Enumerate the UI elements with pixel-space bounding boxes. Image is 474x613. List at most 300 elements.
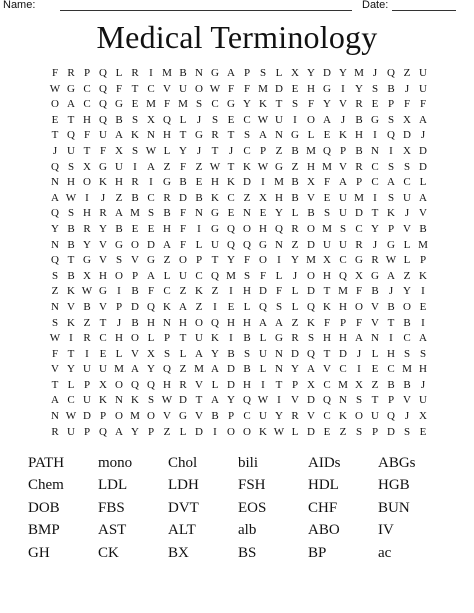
grid-letter[interactable]: S xyxy=(243,347,251,360)
grid-letter[interactable]: A xyxy=(51,394,59,407)
grid-letter[interactable]: U xyxy=(403,191,411,204)
grid-letter[interactable]: Z xyxy=(275,144,283,157)
grid-letter[interactable]: Y xyxy=(339,67,347,79)
grid-letter[interactable]: D xyxy=(419,144,427,157)
grid-letter[interactable]: K xyxy=(131,129,139,142)
grid-letter[interactable]: S xyxy=(115,254,123,267)
name-line[interactable] xyxy=(60,10,352,11)
grid-letter[interactable]: A xyxy=(195,347,203,360)
grid-letter[interactable]: D xyxy=(307,425,315,438)
grid-letter[interactable]: U xyxy=(115,160,123,173)
grid-letter[interactable]: K xyxy=(211,191,219,204)
grid-letter[interactable]: A xyxy=(147,269,155,282)
grid-letter[interactable]: K xyxy=(259,425,267,438)
grid-letter[interactable]: H xyxy=(83,113,91,126)
grid-letter[interactable]: P xyxy=(163,332,171,345)
grid-letter[interactable]: E xyxy=(51,113,59,126)
grid-letter[interactable]: O xyxy=(115,269,123,282)
grid-letter[interactable]: L xyxy=(403,238,411,251)
grid-letter[interactable]: Q xyxy=(99,425,107,438)
grid-letter[interactable]: H xyxy=(147,316,155,329)
grid-letter[interactable]: P xyxy=(227,410,235,423)
grid-letter[interactable]: Y xyxy=(227,254,235,267)
grid-letter[interactable]: O xyxy=(307,113,315,126)
grid-letter[interactable]: R xyxy=(83,332,91,345)
grid-letter[interactable]: M xyxy=(178,98,188,111)
grid-letter[interactable]: G xyxy=(275,160,283,173)
grid-letter[interactable]: V xyxy=(163,410,171,423)
grid-letter[interactable]: R xyxy=(291,332,299,345)
grid-letter[interactable]: S xyxy=(163,347,171,360)
grid-letter[interactable]: C xyxy=(371,160,379,173)
grid-letter[interactable]: W xyxy=(49,82,61,95)
grid-letter[interactable]: K xyxy=(419,269,427,282)
grid-letter[interactable]: U xyxy=(67,425,75,438)
grid-letter[interactable]: K xyxy=(99,394,107,407)
grid-letter[interactable]: G xyxy=(371,269,379,282)
grid-letter[interactable]: D xyxy=(291,347,299,360)
grid-letter[interactable]: O xyxy=(243,222,251,235)
grid-letter[interactable]: Q xyxy=(307,300,315,313)
grid-letter[interactable]: D xyxy=(259,285,267,298)
grid-letter[interactable]: T xyxy=(387,316,395,329)
grid-letter[interactable]: X xyxy=(291,67,299,79)
grid-letter[interactable]: L xyxy=(291,300,299,313)
grid-letter[interactable]: W xyxy=(209,82,221,95)
grid-letter[interactable]: I xyxy=(229,285,233,298)
grid-letter[interactable]: L xyxy=(243,300,251,313)
grid-letter[interactable]: I xyxy=(261,378,265,391)
grid-letter[interactable]: L xyxy=(259,332,267,345)
grid-letter[interactable]: R xyxy=(83,222,91,235)
grid-letter[interactable]: K xyxy=(323,300,331,313)
grid-letter[interactable]: J xyxy=(388,285,394,298)
grid-letter[interactable]: H xyxy=(179,316,187,329)
grid-letter[interactable]: B xyxy=(163,207,171,220)
grid-letter[interactable]: O xyxy=(131,238,139,251)
grid-letter[interactable]: I xyxy=(293,113,297,126)
grid-letter[interactable]: V xyxy=(371,300,379,313)
grid-letter[interactable]: G xyxy=(67,82,75,95)
grid-letter[interactable]: U xyxy=(179,269,187,282)
grid-letter[interactable]: M xyxy=(338,285,348,298)
grid-letter[interactable]: S xyxy=(355,394,363,407)
grid-letter[interactable]: S xyxy=(259,67,267,79)
grid-letter[interactable]: Q xyxy=(307,347,315,360)
grid-letter[interactable]: Q xyxy=(147,378,155,391)
grid-letter[interactable]: C xyxy=(99,332,107,345)
grid-letter[interactable]: Q xyxy=(51,160,59,173)
grid-letter[interactable]: H xyxy=(323,269,331,282)
grid-letter[interactable]: O xyxy=(307,269,315,282)
grid-letter[interactable]: U xyxy=(211,238,219,251)
grid-letter[interactable]: B xyxy=(371,285,379,298)
grid-letter[interactable]: R xyxy=(179,378,187,391)
grid-letter[interactable]: F xyxy=(275,285,283,298)
grid-letter[interactable]: L xyxy=(275,67,283,79)
grid-letter[interactable]: D xyxy=(195,425,203,438)
grid-letter[interactable]: N xyxy=(51,410,59,423)
grid-letter[interactable]: C xyxy=(339,363,347,376)
grid-letter[interactable]: X xyxy=(99,378,107,391)
grid-letter[interactable]: D xyxy=(323,67,331,79)
grid-letter[interactable]: U xyxy=(179,82,187,95)
grid-letter[interactable]: Z xyxy=(211,285,219,298)
grid-letter[interactable]: M xyxy=(306,254,316,267)
grid-letter[interactable]: O xyxy=(115,378,123,391)
grid-letter[interactable]: Y xyxy=(275,410,283,423)
grid-letter[interactable]: L xyxy=(115,67,123,79)
grid-letter[interactable]: A xyxy=(115,129,123,142)
grid-letter[interactable]: M xyxy=(226,269,236,282)
grid-letter[interactable]: Z xyxy=(339,425,347,438)
grid-letter[interactable]: T xyxy=(67,254,75,267)
grid-letter[interactable]: F xyxy=(163,98,171,111)
grid-letter[interactable]: L xyxy=(179,113,187,126)
grid-letter[interactable]: I xyxy=(197,222,201,235)
grid-letter[interactable]: Q xyxy=(243,238,251,251)
grid-letter[interactable]: Y xyxy=(99,222,107,235)
grid-letter[interactable]: O xyxy=(147,410,155,423)
grid-letter[interactable]: C xyxy=(67,394,75,407)
grid-letter[interactable]: T xyxy=(67,347,75,360)
grid-letter[interactable]: W xyxy=(273,425,285,438)
grid-letter[interactable]: V xyxy=(131,347,139,360)
grid-letter[interactable]: O xyxy=(403,300,411,313)
grid-letter[interactable]: D xyxy=(307,394,315,407)
grid-letter[interactable]: O xyxy=(115,410,123,423)
grid-letter[interactable]: M xyxy=(162,67,172,79)
grid-letter[interactable]: H xyxy=(339,300,347,313)
grid-letter[interactable]: V xyxy=(307,191,315,204)
grid-letter[interactable]: O xyxy=(195,316,203,329)
grid-letter[interactable]: M xyxy=(114,363,124,376)
grid-letter[interactable]: N xyxy=(51,238,59,251)
grid-letter[interactable]: F xyxy=(259,269,267,282)
grid-letter[interactable]: Q xyxy=(163,113,171,126)
grid-letter[interactable]: A xyxy=(211,363,219,376)
grid-letter[interactable]: T xyxy=(227,160,235,173)
grid-letter[interactable]: L xyxy=(291,285,299,298)
grid-letter[interactable]: K xyxy=(99,176,107,189)
grid-letter[interactable]: K xyxy=(211,332,219,345)
grid-letter[interactable]: C xyxy=(355,222,363,235)
grid-letter[interactable]: F xyxy=(179,207,187,220)
grid-letter[interactable]: L xyxy=(403,254,411,267)
grid-letter[interactable]: Q xyxy=(99,113,107,126)
grid-letter[interactable]: Q xyxy=(51,254,59,267)
grid-letter[interactable]: E xyxy=(131,98,139,111)
grid-letter[interactable]: J xyxy=(228,144,234,157)
grid-letter[interactable]: G xyxy=(115,238,123,251)
grid-letter[interactable]: X xyxy=(259,191,267,204)
grid-letter[interactable]: U xyxy=(195,332,203,345)
grid-letter[interactable]: L xyxy=(211,378,219,391)
grid-letter[interactable]: Y xyxy=(131,425,139,438)
grid-letter[interactable]: D xyxy=(227,363,235,376)
grid-letter[interactable]: S xyxy=(67,207,75,220)
grid-letter[interactable]: A xyxy=(387,176,395,189)
grid-letter[interactable]: U xyxy=(419,394,427,407)
grid-letter[interactable]: H xyxy=(243,378,251,391)
grid-letter[interactable]: V xyxy=(67,300,75,313)
grid-letter[interactable]: E xyxy=(323,425,331,438)
grid-letter[interactable]: J xyxy=(404,207,410,220)
grid-letter[interactable]: V xyxy=(51,363,59,376)
grid-letter[interactable]: A xyxy=(131,363,139,376)
grid-letter[interactable]: P xyxy=(243,67,251,79)
grid-letter[interactable]: Z xyxy=(195,300,203,313)
grid-letter[interactable]: W xyxy=(257,160,269,173)
grid-letter[interactable]: N xyxy=(371,144,379,157)
grid-letter[interactable]: F xyxy=(99,144,107,157)
grid-letter[interactable]: V xyxy=(291,394,299,407)
grid-letter[interactable]: C xyxy=(243,113,251,126)
grid-letter[interactable]: J xyxy=(196,113,202,126)
grid-letter[interactable]: Q xyxy=(51,207,59,220)
grid-letter[interactable]: F xyxy=(179,160,187,173)
grid-letter[interactable]: N xyxy=(275,238,283,251)
grid-letter[interactable]: V xyxy=(195,378,203,391)
grid-letter[interactable]: G xyxy=(195,129,203,142)
grid-letter[interactable]: P xyxy=(99,410,107,423)
grid-letter[interactable]: C xyxy=(339,254,347,267)
grid-letter[interactable]: Y xyxy=(291,363,299,376)
grid-letter[interactable]: I xyxy=(341,82,345,95)
grid-letter[interactable]: S xyxy=(387,113,395,126)
grid-letter[interactable]: W xyxy=(65,191,77,204)
grid-letter[interactable]: H xyxy=(323,332,331,345)
grid-letter[interactable]: Q xyxy=(211,316,219,329)
grid-letter[interactable]: K xyxy=(227,176,235,189)
grid-letter[interactable]: Q xyxy=(99,67,107,79)
grid-letter[interactable]: M xyxy=(258,82,268,95)
grid-letter[interactable]: H xyxy=(275,191,283,204)
grid-letter[interactable]: J xyxy=(404,410,410,423)
grid-letter[interactable]: Z xyxy=(403,269,411,282)
grid-letter[interactable]: G xyxy=(371,113,379,126)
grid-letter[interactable]: Z xyxy=(291,160,299,173)
grid-letter[interactable]: N xyxy=(243,207,251,220)
grid-letter[interactable]: B xyxy=(243,332,251,345)
grid-letter[interactable]: T xyxy=(179,332,187,345)
grid-letter[interactable]: G xyxy=(227,98,235,111)
grid-letter[interactable]: J xyxy=(340,113,346,126)
grid-letter[interactable]: T xyxy=(99,316,107,329)
grid-letter[interactable]: H xyxy=(259,222,267,235)
grid-letter[interactable]: E xyxy=(323,129,331,142)
grid-letter[interactable]: P xyxy=(419,254,427,267)
grid-letter[interactable]: K xyxy=(131,394,139,407)
grid-letter[interactable]: T xyxy=(83,144,91,157)
grid-letter[interactable]: F xyxy=(419,98,427,111)
grid-letter[interactable]: E xyxy=(147,222,155,235)
grid-letter[interactable]: C xyxy=(243,410,251,423)
grid-letter[interactable]: X xyxy=(403,144,411,157)
grid-letter[interactable]: X xyxy=(355,269,363,282)
grid-letter[interactable]: A xyxy=(67,98,75,111)
grid-letter[interactable]: G xyxy=(211,222,219,235)
grid-letter[interactable]: Q xyxy=(323,394,331,407)
grid-letter[interactable]: O xyxy=(259,254,267,267)
grid-letter[interactable]: V xyxy=(99,300,107,313)
grid-letter[interactable]: Z xyxy=(51,285,59,298)
grid-letter[interactable]: T xyxy=(371,394,379,407)
grid-letter[interactable]: B xyxy=(387,378,395,391)
grid-letter[interactable]: W xyxy=(161,394,173,407)
grid-letter[interactable]: S xyxy=(387,191,395,204)
grid-letter[interactable]: B xyxy=(179,176,187,189)
grid-letter[interactable]: K xyxy=(195,285,203,298)
grid-letter[interactable]: J xyxy=(292,269,298,282)
grid-letter[interactable]: H xyxy=(227,316,235,329)
grid-letter[interactable]: I xyxy=(85,191,89,204)
grid-letter[interactable]: S xyxy=(147,394,155,407)
grid-letter[interactable]: H xyxy=(67,176,75,189)
grid-letter[interactable]: D xyxy=(307,238,315,251)
grid-letter[interactable]: F xyxy=(355,285,363,298)
grid-letter[interactable]: B xyxy=(387,82,395,95)
grid-letter[interactable]: D xyxy=(179,394,187,407)
grid-letter[interactable]: E xyxy=(291,82,299,95)
grid-letter[interactable]: O xyxy=(355,300,363,313)
grid-letter[interactable]: I xyxy=(277,394,281,407)
grid-letter[interactable]: J xyxy=(404,82,410,95)
grid-letter[interactable]: P xyxy=(83,378,91,391)
grid-letter[interactable]: Q xyxy=(211,269,219,282)
grid-letter[interactable]: C xyxy=(147,82,155,95)
grid-letter[interactable]: A xyxy=(339,176,347,189)
grid-letter[interactable]: Y xyxy=(371,222,379,235)
grid-letter[interactable]: A xyxy=(179,300,187,313)
grid-letter[interactable]: P xyxy=(131,269,139,282)
grid-letter[interactable]: I xyxy=(373,129,377,142)
grid-letter[interactable]: J xyxy=(100,191,106,204)
grid-letter[interactable]: P xyxy=(387,394,395,407)
grid-letter[interactable]: X xyxy=(83,160,91,173)
grid-letter[interactable]: Q xyxy=(99,82,107,95)
grid-letter[interactable]: G xyxy=(275,332,283,345)
grid-letter[interactable]: K xyxy=(243,160,251,173)
date-line[interactable] xyxy=(392,10,456,11)
grid-letter[interactable]: F xyxy=(51,347,59,360)
grid-letter[interactable]: B xyxy=(67,269,75,282)
grid-letter[interactable]: G xyxy=(291,129,299,142)
grid-letter[interactable]: I xyxy=(213,425,217,438)
grid-letter[interactable]: D xyxy=(387,425,395,438)
grid-letter[interactable]: Q xyxy=(387,410,395,423)
grid-letter[interactable]: C xyxy=(211,98,219,111)
grid-letter[interactable]: I xyxy=(149,67,153,79)
grid-letter[interactable]: T xyxy=(371,207,379,220)
grid-letter[interactable]: T xyxy=(275,378,283,391)
grid-letter[interactable]: I xyxy=(389,332,393,345)
grid-letter[interactable]: W xyxy=(81,285,93,298)
grid-letter[interactable]: D xyxy=(83,410,91,423)
grid-letter[interactable]: P xyxy=(371,425,379,438)
grid-letter[interactable]: G xyxy=(179,410,187,423)
grid-letter[interactable]: F xyxy=(403,98,411,111)
grid-letter[interactable]: H xyxy=(307,82,315,95)
grid-letter[interactable]: O xyxy=(51,98,59,111)
grid-letter[interactable]: B xyxy=(67,238,75,251)
grid-letter[interactable]: C xyxy=(387,363,395,376)
grid-letter[interactable]: W xyxy=(145,144,157,157)
grid-letter[interactable]: A xyxy=(259,129,267,142)
grid-letter[interactable]: U xyxy=(67,144,75,157)
grid-letter[interactable]: T xyxy=(227,129,235,142)
grid-letter[interactable]: G xyxy=(323,82,331,95)
grid-letter[interactable]: G xyxy=(355,254,363,267)
grid-letter[interactable]: K xyxy=(67,285,75,298)
grid-letter[interactable]: P xyxy=(291,378,299,391)
grid-letter[interactable]: Y xyxy=(243,98,251,111)
grid-letter[interactable]: L xyxy=(67,378,75,391)
grid-letter[interactable]: I xyxy=(373,191,377,204)
grid-letter[interactable]: A xyxy=(227,67,235,79)
grid-letter[interactable]: D xyxy=(227,378,235,391)
grid-letter[interactable]: H xyxy=(83,207,91,220)
grid-letter[interactable]: I xyxy=(213,300,217,313)
grid-letter[interactable]: Q xyxy=(259,300,267,313)
grid-letter[interactable]: Y xyxy=(291,254,299,267)
grid-letter[interactable]: M xyxy=(306,144,316,157)
grid-letter[interactable]: P xyxy=(339,316,347,329)
grid-letter[interactable]: D xyxy=(307,285,315,298)
grid-letter[interactable]: E xyxy=(227,207,235,220)
grid-letter[interactable]: R xyxy=(371,254,379,267)
grid-letter[interactable]: Z xyxy=(179,285,187,298)
grid-letter[interactable]: M xyxy=(354,191,364,204)
grid-letter[interactable]: I xyxy=(69,332,73,345)
grid-letter[interactable]: A xyxy=(211,394,219,407)
grid-letter[interactable]: Y xyxy=(307,67,315,79)
grid-letter[interactable]: E xyxy=(419,425,427,438)
grid-letter[interactable]: A xyxy=(323,113,331,126)
grid-letter[interactable]: R xyxy=(355,160,363,173)
grid-letter[interactable]: A xyxy=(387,269,395,282)
grid-letter[interactable]: N xyxy=(275,347,283,360)
grid-letter[interactable]: T xyxy=(211,254,219,267)
grid-letter[interactable]: E xyxy=(419,300,427,313)
grid-letter[interactable]: U xyxy=(339,191,347,204)
grid-letter[interactable]: N xyxy=(275,363,283,376)
grid-letter[interactable]: Q xyxy=(163,363,171,376)
grid-letter[interactable]: H xyxy=(211,176,219,189)
grid-letter[interactable]: T xyxy=(179,129,187,142)
grid-letter[interactable]: Y xyxy=(211,347,219,360)
grid-letter[interactable]: S xyxy=(371,82,379,95)
grid-letter[interactable]: H xyxy=(387,347,395,360)
grid-letter[interactable]: Y xyxy=(179,144,187,157)
grid-letter[interactable]: W xyxy=(385,254,397,267)
grid-letter[interactable]: G xyxy=(115,98,123,111)
grid-letter[interactable]: O xyxy=(243,425,251,438)
grid-letter[interactable]: I xyxy=(85,347,89,360)
grid-letter[interactable]: C xyxy=(83,98,91,111)
grid-letter[interactable]: C xyxy=(83,82,91,95)
grid-letter[interactable]: F xyxy=(243,254,251,267)
grid-letter[interactable]: P xyxy=(147,425,155,438)
grid-letter[interactable]: N xyxy=(51,176,59,189)
grid-letter[interactable]: H xyxy=(99,269,107,282)
grid-letter[interactable]: L xyxy=(275,269,283,282)
grid-letter[interactable]: C xyxy=(323,378,331,391)
grid-letter[interactable]: I xyxy=(389,144,393,157)
grid-letter[interactable]: B xyxy=(227,347,235,360)
grid-letter[interactable]: N xyxy=(275,129,283,142)
grid-letter[interactable]: L xyxy=(163,144,171,157)
